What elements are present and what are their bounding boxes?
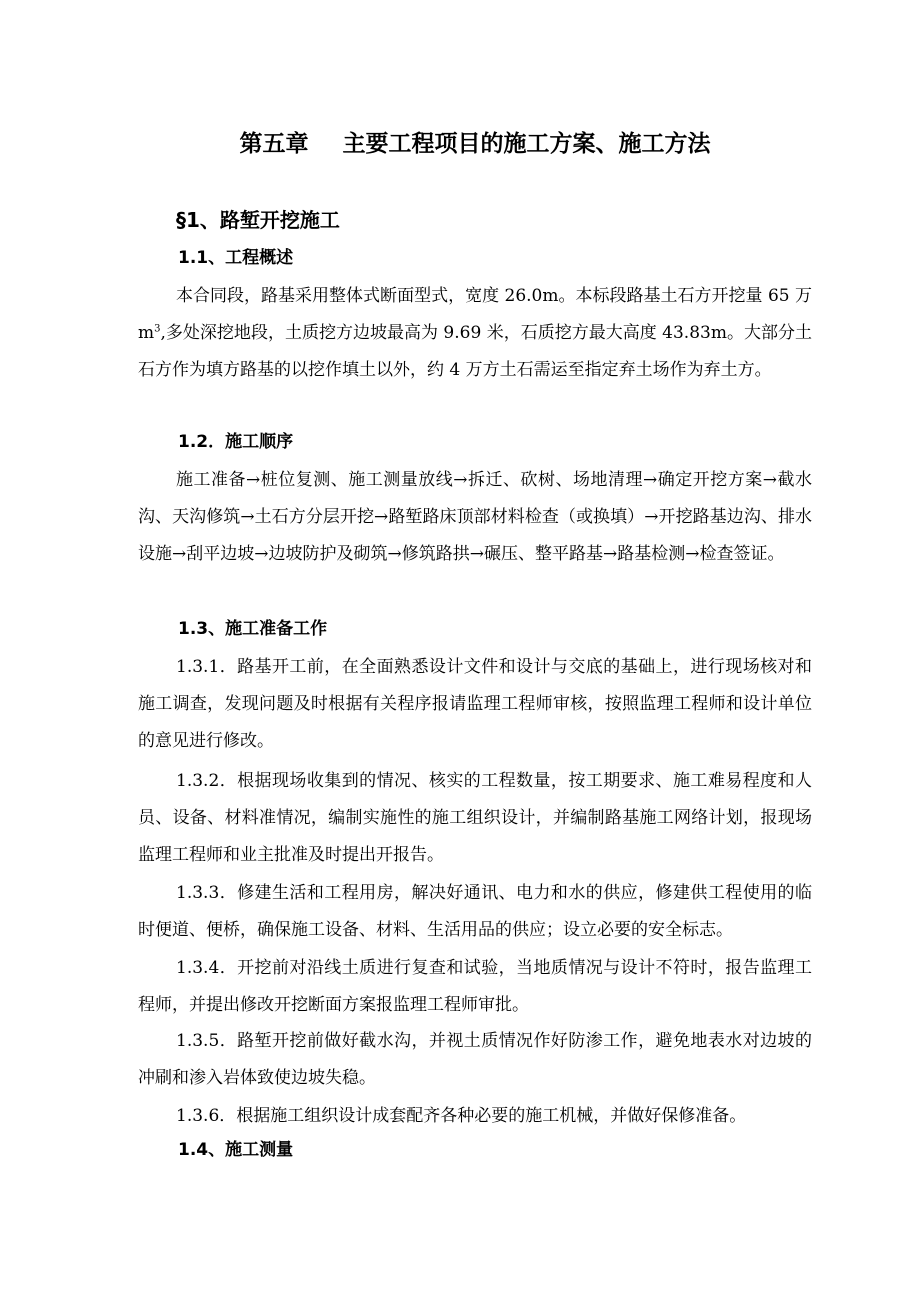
subsection-heading-1-1: 1.1、工程概述	[178, 248, 294, 268]
prep-item-6: 1.3.6．根据施工组织设计成套配齐各种必要的施工机械，并做好保修准备。	[176, 1106, 747, 1126]
overview-paragraph	[138, 278, 812, 389]
prep-item-5: 1.3.5．路堑开挖前做好截水沟，并视土质情况作好防渗工作，避免地表水对边坡的冲刷和渗入岩体致使边坡失稳。	[138, 1031, 812, 1088]
subsection-heading-1-2: 1.2．施工顺序	[178, 432, 294, 452]
overview-text-b: ,多处深挖地段，土质挖方边坡最高为 9.69 米，石质挖方最大高度 43.83m。大部分土石方作为填方路基的以挖作填土以外，约 4 万方土石需运至指定弃土场作为弃土方。	[138, 323, 812, 380]
chapter-name: 主要工程项目的施工方案、施工方法	[342, 131, 711, 157]
chapter-number: 第五章	[239, 131, 309, 157]
overview-text-a: 本合同段，路基采用整体式断面型式，宽度 26.0m。本标段路基土石方开挖量 65 万 m	[138, 286, 812, 343]
prep-item-3: 1.3.3．修建生活和工程用房，解决好通讯、电力和水的供应，修建供工程使用的临时便道、便桥，确保施工设备、材料、生活用品的供应；设立必要的安全标志。	[138, 883, 812, 940]
prep-item-2: 1.3.2．根据现场收集到的情况、核实的工程数量，按工期要求、施工难易程度和人员、设备、材料准情况，编制实施性的施工组织设计，并编制路基施工网络计划，报现场监理工程师和业主批准及时提出开报告。	[138, 771, 812, 865]
cubic-superscript: 3	[154, 323, 161, 335]
prep-item-4: 1.3.4．开挖前对沿线土质进行复查和试验，当地质情况与设计不符时，报告监理工程师，并提出修改开挖断面方案报监理工程师审批。	[138, 958, 812, 1015]
chapter-title	[120, 126, 830, 162]
section-heading: §1、路堑开挖施工	[176, 208, 340, 232]
sequence-paragraph: 施工准备→桩位复测、施工测量放线→拆迁、砍树、场地清理→确定开挖方案→截水沟、天沟修筑→土石方分层开挖→路堑路床顶部材料检查（或换填）→开挖路基边沟、排水设施→刮平边坡→边坡防护及砌筑→修筑路拱→碾压、整平路基→路基检测→检查签证。	[138, 470, 812, 564]
subsection-heading-1-3: 1.3、施工准备工作	[178, 619, 328, 639]
subsection-heading-1-4: 1.4、施工测量	[178, 1140, 294, 1160]
prep-item-1: 1.3.1．路基开工前，在全面熟悉设计文件和设计与交底的基础上，进行现场核对和施工调查，发现问题及时根据有关程序报请监理工程师审核，按照监理工程师和设计单位的意见进行修改。	[138, 657, 812, 751]
